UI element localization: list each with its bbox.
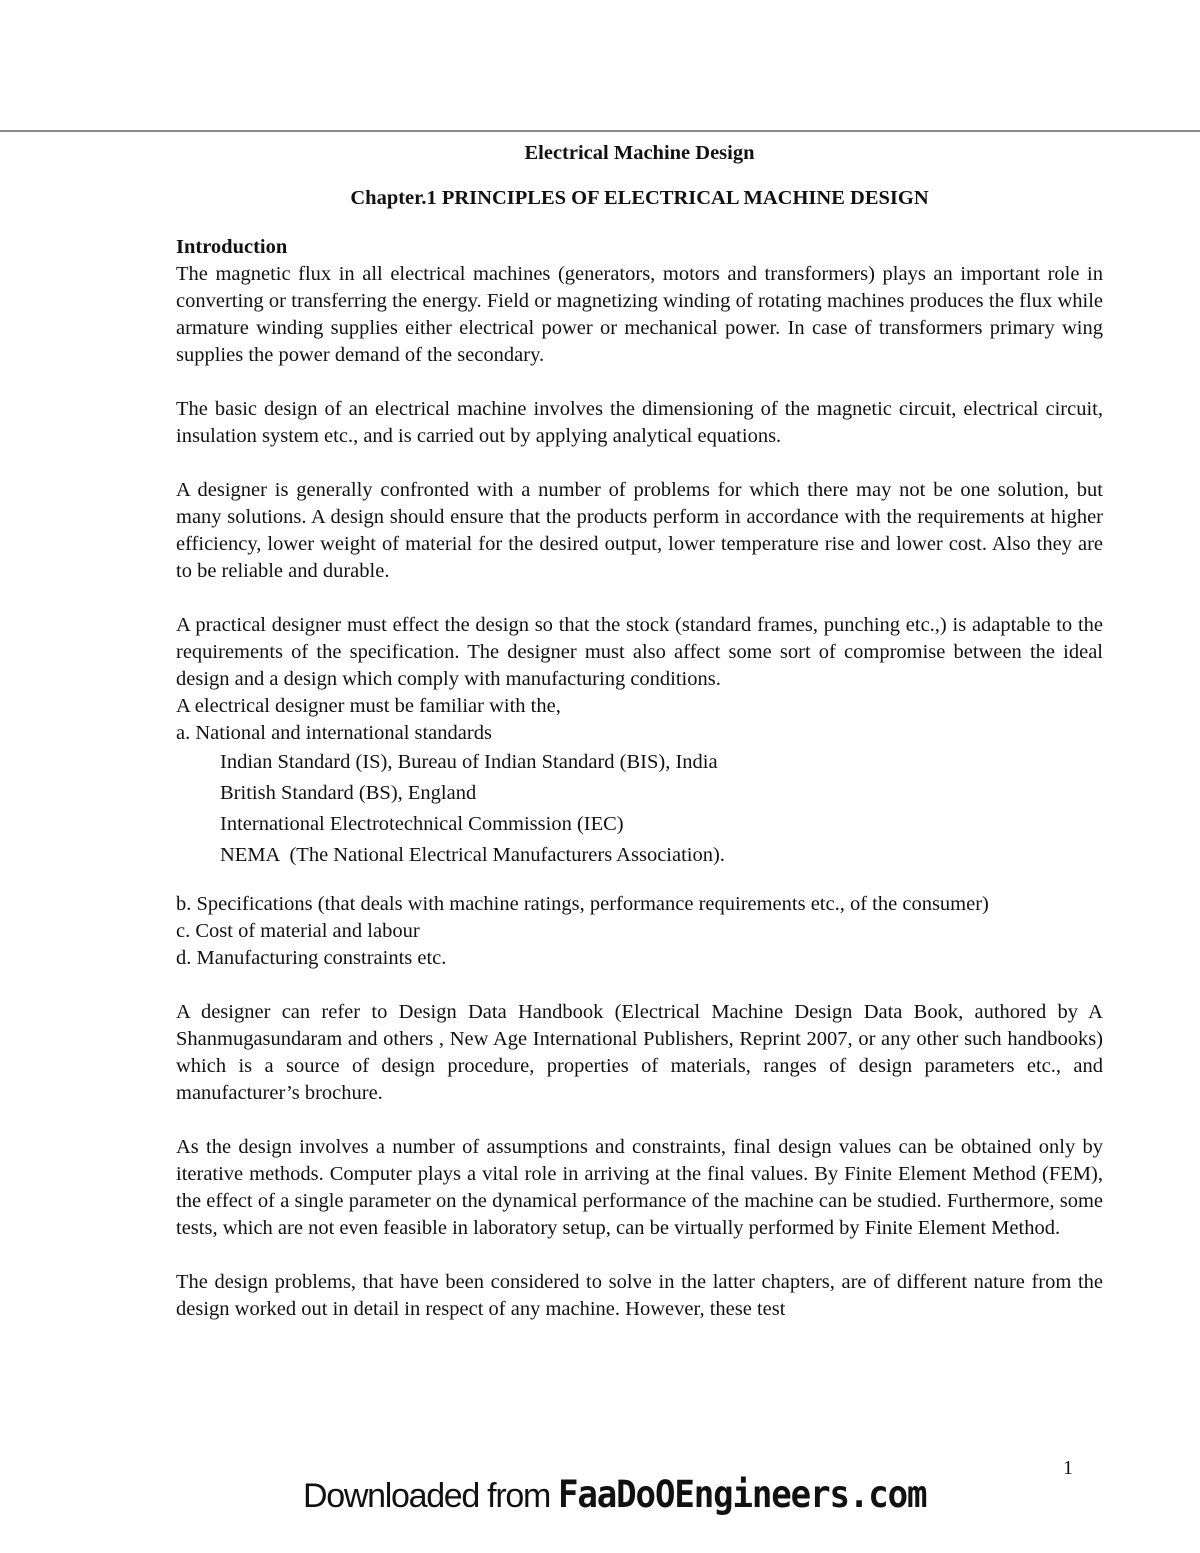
header-rule: [0, 130, 1200, 132]
standard-item: International Electrotechnical Commission (IEC): [220, 813, 624, 835]
paragraph-basic-design: The basic design of an electrical machine involves the dimensioning of the magnetic circuit, electrical circuit, insulation system etc., and is carried out by applying analytical equations.: [176, 398, 1103, 447]
list-item-b: b. Specifications (that deals with machine ratings, performance requirements etc., of the consumer): [176, 893, 989, 915]
paragraph-design-handbook: A designer can refer to Design Data Handbook (Electrical Machine Design Data Book, authored by A Shanmugasundaram and others , New Age International Publishers, Reprint 2007, or any other such handbooks) which is a source of design procedure, properties of materials, ranges of design parameters etc., and manufacturer’s brochure.: [176, 1001, 1103, 1104]
paragraph-design-problems: The design problems, that have been considered to solve in the latter chapters, are of different nature from the design worked out in detail in respect of any machine. However, these test: [176, 1271, 1103, 1320]
standard-item: NEMA (The National Electrical Manufacturers Association).: [220, 844, 725, 866]
standard-item: British Standard (BS), England: [220, 782, 477, 804]
list-item-d: d. Manufacturing constraints etc.: [176, 947, 447, 969]
page-number: 1: [1063, 1457, 1073, 1479]
standards-sublist: [220, 747, 1103, 871]
footer-downloaded-from: Downloaded from: [303, 1477, 559, 1515]
chapter-title: Chapter.1 PRINCIPLES OF ELECTRICAL MACHINE DESIGN: [350, 187, 929, 209]
standard-item: Indian Standard (IS), Bureau of Indian Standard (BIS), India: [220, 751, 718, 773]
list-item-c: c. Cost of material and labour: [176, 920, 420, 942]
document-body: [176, 140, 1103, 1323]
paragraph-familiar-with: A electrical designer must be familiar with the,: [176, 695, 561, 717]
footer-watermark: [303, 1473, 959, 1516]
paragraph-designer-problems: A designer is generally confronted with a number of problems for which there may not be one solution, but many solutions. A design should ensure that the products perform in accordance with the requirements at higher efficiency, lower weight of material for the desired output, lower temperature rise and lower cost. Also they are to be reliable and durable.: [176, 479, 1103, 582]
paragraph-iterative-methods: As the design involves a number of assumptions and constraints, final design values can be obtained only by iterative methods. Computer plays a vital role in arriving at the final values. By Finite Element Method (FEM), the effect of a single parameter on the dynamical performance of the machine can be studied. Furthermore, some tests, which are not even feasible in laboratory setup, can be virtually performed by Finite Element Method.: [176, 1136, 1103, 1239]
document-title: Electrical Machine Design: [524, 142, 755, 164]
paragraph-magnetic-flux: The magnetic flux in all electrical machines (generators, motors and transformers) plays an important role in converting or transferring the energy. Field or magnetizing winding of rotating machines produces the flux while armature winding supplies either electrical power or mechanical power. In case of transformers primary wing supplies the power demand of the secondary.: [176, 263, 1103, 366]
paragraph-practical-designer: A practical designer must effect the design so that the stock (standard frames, punching etc.,) is adaptable to the requirements of the specification. The designer must also affect some sort of compromise between the ideal design and a design which comply with manufacturing conditions.: [176, 614, 1103, 690]
footer-site-logo: FaaDoOEngineers.com: [558, 1473, 927, 1516]
section-heading-introduction: Introduction: [176, 236, 288, 258]
list-item-a: a. National and international standards: [176, 722, 492, 744]
